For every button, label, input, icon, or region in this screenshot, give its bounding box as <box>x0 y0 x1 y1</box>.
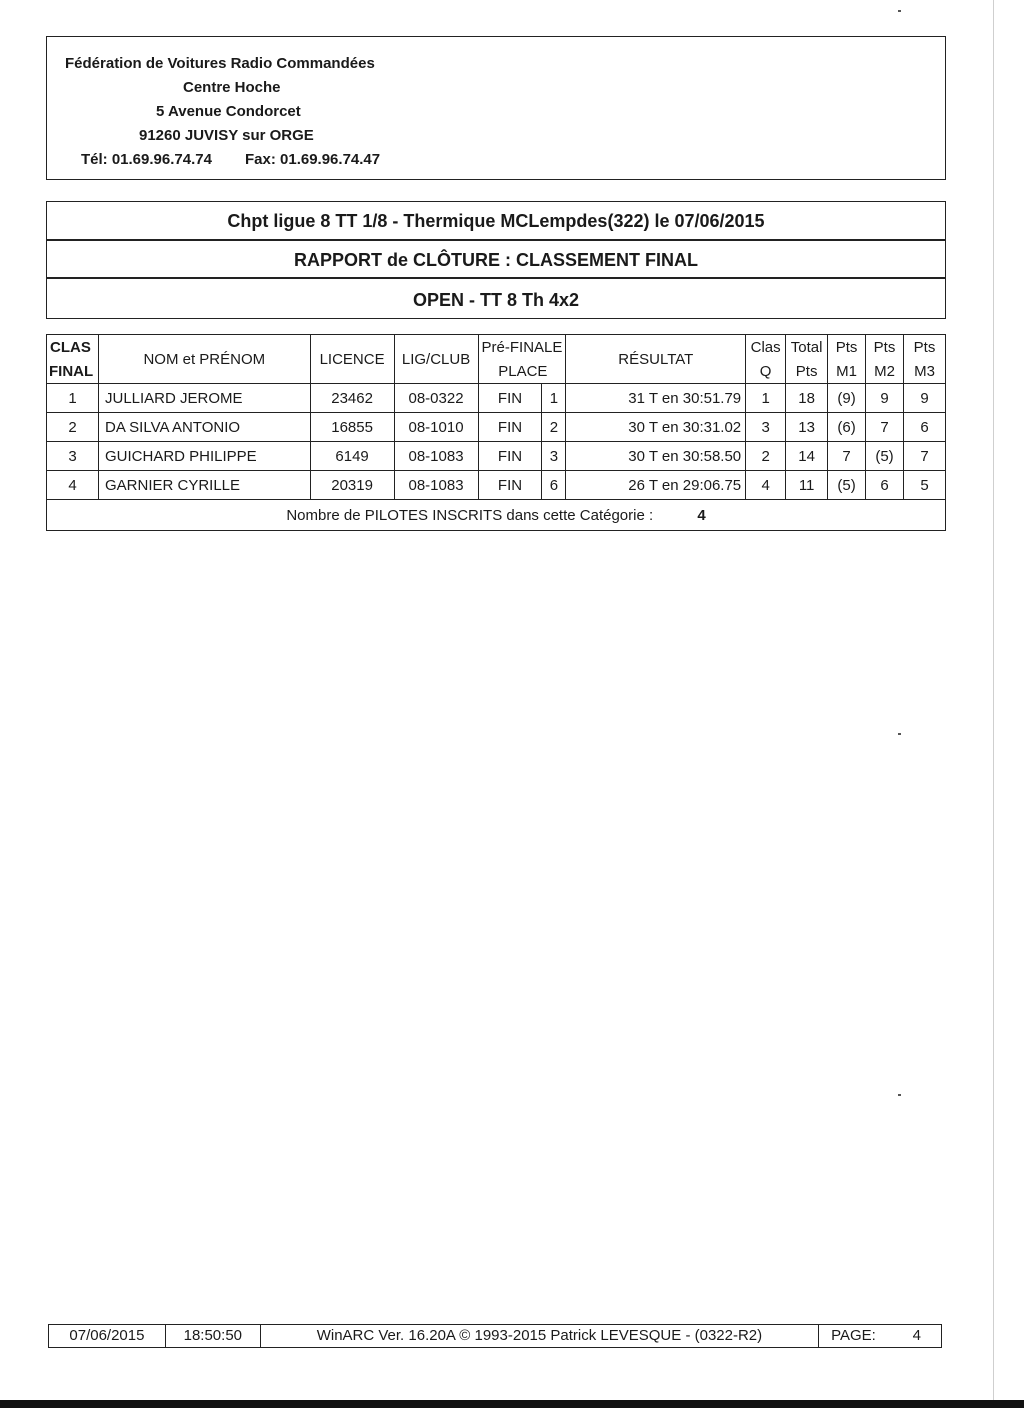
header-pts-m1: Pts <box>828 335 866 360</box>
prefinale-cell: FIN <box>478 384 542 413</box>
m3-cell: 9 <box>904 384 946 413</box>
header-resultat: RÉSULTAT <box>566 335 746 384</box>
results-table <box>46 334 946 531</box>
clas-q-cell: 1 <box>746 384 786 413</box>
m1-cell: (6) <box>828 413 866 442</box>
results-table-header <box>47 335 946 384</box>
place-cell: 2 <box>542 413 566 442</box>
page-footer <box>48 1324 942 1348</box>
m2-cell: 9 <box>866 384 904 413</box>
clas-q-cell: 4 <box>746 471 786 500</box>
category-title: OPEN - TT 8 Th 4x2 <box>47 277 945 319</box>
pilot-count-row <box>47 500 946 531</box>
m1-cell: 7 <box>828 442 866 471</box>
scan-edge-line <box>993 0 994 1400</box>
club-cell: 08-0322 <box>394 384 478 413</box>
table-row <box>47 442 946 471</box>
total-cell: 14 <box>786 442 828 471</box>
scan-speck <box>898 10 901 12</box>
total-cell: 13 <box>786 413 828 442</box>
place-cell: 6 <box>542 471 566 500</box>
club-cell: 08-1083 <box>394 442 478 471</box>
licence-cell: 20319 <box>310 471 394 500</box>
header-clas-q: Clas <box>746 335 786 360</box>
licence-cell: 23462 <box>310 384 394 413</box>
table-row <box>47 413 946 442</box>
m1-cell: (9) <box>828 384 866 413</box>
footer-page-number: 4 <box>912 1327 921 1344</box>
header-licence: LICENCE <box>310 335 394 384</box>
prefinale-cell: FIN <box>478 413 542 442</box>
header-pts-m2: Pts <box>866 335 904 360</box>
pilot-count-value: 4 <box>697 506 706 524</box>
name-cell: GARNIER CYRILLE <box>98 471 310 500</box>
prefinale-cell: FIN <box>478 471 542 500</box>
footer-software: WinARC Ver. 16.20A © 1993-2015 Patrick LEVESQUE - (0322-R2) <box>260 1324 819 1348</box>
report-title: RAPPORT de CLÔTURE : CLASSEMENT FINAL <box>47 239 945 277</box>
pilot-count <box>47 500 946 531</box>
header-total-2: Pts <box>786 359 828 384</box>
rank-cell: 4 <box>47 471 99 500</box>
scan-bottom-edge <box>0 1400 1024 1408</box>
club-cell: 08-1010 <box>394 413 478 442</box>
footer-page-label: PAGE: <box>831 1327 876 1344</box>
place-cell: 1 <box>542 384 566 413</box>
m2-cell: 7 <box>866 413 904 442</box>
organization-name: Fédération de Voitures Radio Commandées <box>65 55 375 72</box>
name-cell: GUICHARD PHILIPPE <box>98 442 310 471</box>
prefinale-cell: FIN <box>478 442 542 471</box>
result-cell: 30 T en 30:58.50 <box>566 442 746 471</box>
header-pts-m3: Pts <box>904 335 946 360</box>
organization-street: 5 Avenue Condorcet <box>156 103 301 120</box>
clas-q-cell: 3 <box>746 413 786 442</box>
m2-cell: (5) <box>866 442 904 471</box>
header-name: NOM et PRÉNOM <box>98 335 310 384</box>
organization-fax: Fax: 01.69.96.74.47 <box>245 151 381 168</box>
m3-cell: 5 <box>904 471 946 500</box>
organization-header <box>46 36 946 180</box>
m3-cell: 6 <box>904 413 946 442</box>
header-m2-2: M2 <box>866 359 904 384</box>
results-table-body <box>47 384 946 500</box>
pilot-count-label: Nombre de PILOTES INSCRITS dans cette Catégorie : <box>286 506 654 524</box>
event-title: Chpt ligue 8 TT 1/8 - Thermique MCLempdes(322) le 07/06/2015 <box>227 211 765 231</box>
header-clas-q-2: Q <box>746 359 786 384</box>
footer-page <box>818 1324 942 1348</box>
m1-cell: (5) <box>828 471 866 500</box>
header-lig-club: LIG/CLUB <box>394 335 478 384</box>
rank-cell: 2 <box>47 413 99 442</box>
footer-time: 18:50:50 <box>165 1324 261 1348</box>
rank-cell: 1 <box>47 384 99 413</box>
licence-cell: 16855 <box>310 413 394 442</box>
clas-q-cell: 2 <box>746 442 786 471</box>
report-title-block <box>46 201 946 319</box>
total-cell: 11 <box>786 471 828 500</box>
table-row <box>47 384 946 413</box>
organization-center: Centre Hoche <box>183 79 281 96</box>
name-cell: JULLIARD JEROME <box>98 384 310 413</box>
scan-speck <box>898 733 901 735</box>
club-cell: 08-1083 <box>394 471 478 500</box>
total-cell: 18 <box>786 384 828 413</box>
header-m1-2: M1 <box>828 359 866 384</box>
header-clas-final: CLAS <box>47 335 99 360</box>
footer-date: 07/06/2015 <box>48 1324 166 1348</box>
header-prefinale: Pré-FINALE <box>478 335 566 360</box>
header-place: PLACE <box>478 359 566 384</box>
m3-cell: 7 <box>904 442 946 471</box>
organization-phone: Tél: 01.69.96.74.74 <box>81 151 212 168</box>
organization-city: 91260 JUVISY sur ORGE <box>139 127 314 144</box>
header-clas-final-2: FINAL <box>47 359 99 384</box>
licence-cell: 6149 <box>310 442 394 471</box>
header-m3-2: M3 <box>904 359 946 384</box>
scan-speck <box>898 1094 901 1096</box>
m2-cell: 6 <box>866 471 904 500</box>
result-cell: 26 T en 29:06.75 <box>566 471 746 500</box>
header-total: Total <box>786 335 828 360</box>
rank-cell: 3 <box>47 442 99 471</box>
table-row <box>47 471 946 500</box>
name-cell: DA SILVA ANTONIO <box>98 413 310 442</box>
place-cell: 3 <box>542 442 566 471</box>
result-cell: 31 T en 30:51.79 <box>566 384 746 413</box>
result-cell: 30 T en 30:31.02 <box>566 413 746 442</box>
